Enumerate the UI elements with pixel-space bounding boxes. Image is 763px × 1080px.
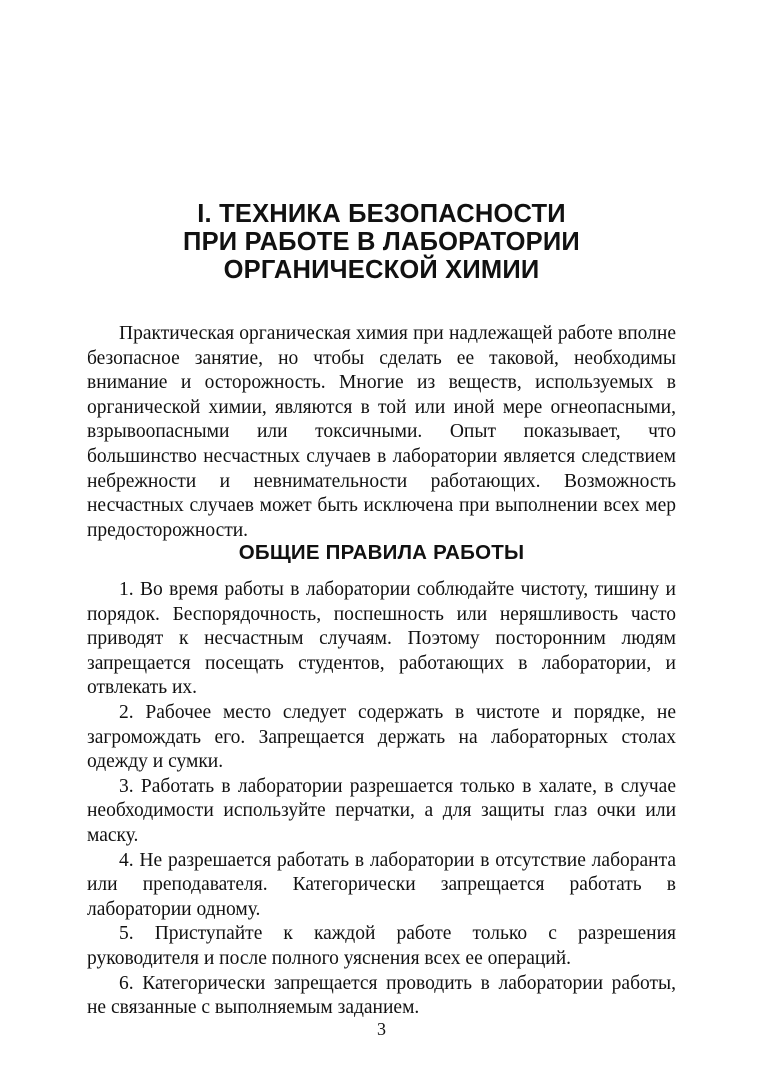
page-number: 3	[377, 1019, 386, 1039]
rule-item: 5. Приступайте к каждой работе только с разрешения руководителя и после полного уяснения всех ее операций.	[87, 923, 676, 969]
chapter-title-line: I. ТЕХНИКА БЕЗОПАСНОСТИ	[197, 200, 566, 228]
chapter-title-line: ОРГАНИЧЕСКОЙ ХИМИИ	[223, 256, 540, 284]
chapter-title	[0, 200, 763, 284]
intro-section	[87, 322, 676, 543]
section-heading: ОБЩИЕ ПРАВИЛА РАБОТЫ	[238, 541, 525, 564]
rules-list	[87, 578, 676, 1021]
chapter-title-line: ПРИ РАБОТЕ В ЛАБОРАТОРИИ	[183, 228, 580, 256]
rule-item: 1. Во время работы в лаборатории соблюдайте чистоту, тишину и порядок. Беспорядочность, поспешность или неряшливость часто приводят к несчастным случаям. Поэтому посторонним людям запрещается посещать студентов, работающих в лаборатории, и отвлекать их.	[87, 579, 676, 699]
rule-item: 4. Не разрешается работать в лаборатории в отсутствие лаборанта или преподавателя. Категорически запрещается работать в лаборатории одному.	[87, 849, 676, 920]
intro-paragraph: Практическая органическая химия при надлежащей работе вполне безопасное занятие, но чтобы сделать ее таковой, необходимы внимание и осторожность. Многие из веществ, используемых в органической химии, являются в той или иной мере огнеопасными, взрывоопасными или токсичными. Опыт показывает, что большинство несчастных случаев в лаборатории является следствием небрежности и невнимательности работающих. Возможность несчастных случаев может быть исключена при выполнении всех мер предосторожности.	[87, 323, 676, 541]
rule-item: 3. Работать в лаборатории разрешается только в халате, в случае необходимости используйте перчатки, а для защиты глаз очки или маску.	[87, 775, 676, 846]
rule-item: 6. Категорически запрещается проводить в лаборатории работы, не связанные с выполняемым заданием.	[87, 972, 676, 1019]
rule-item: 2. Рабочее место следует содержать в чистоте и порядке, не загромождать его. Запрещается держать на лабораторных столах одежду и сумки.	[87, 701, 676, 773]
